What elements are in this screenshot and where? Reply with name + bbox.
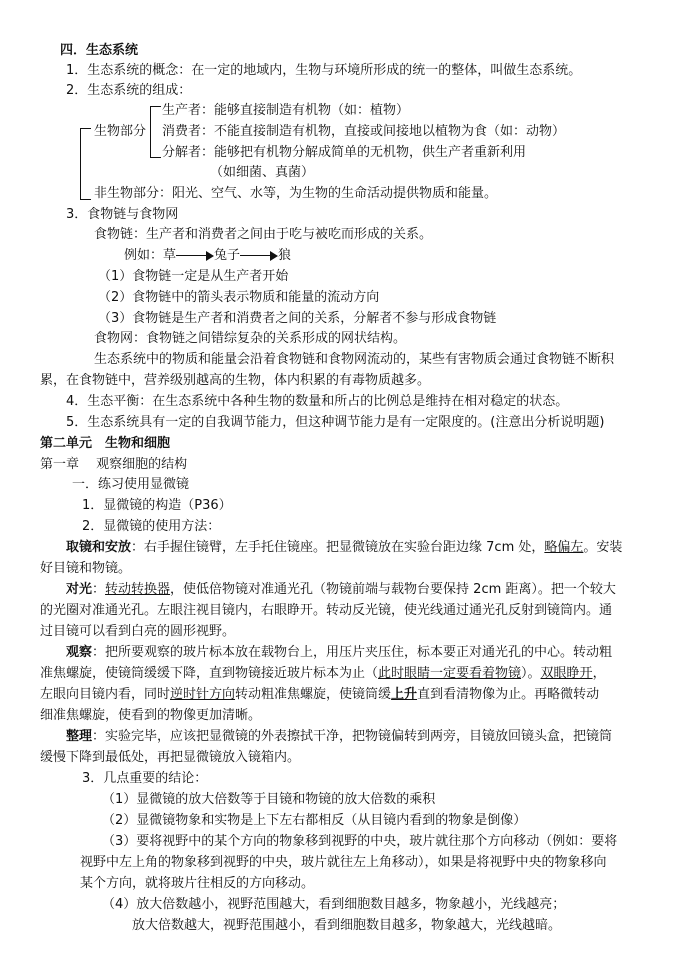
- list-item: 1．显微镜的构造（P36）: [82, 498, 232, 513]
- step-label: 对光: [66, 582, 93, 597]
- list-item: 3．几点重要的结论：: [82, 771, 208, 786]
- paragraph: 缓慢下降到最低处，再把显微镜放入镜箱内。: [40, 750, 301, 765]
- paragraph: 4．生态平衡：在生态系统中各种生物的数量和所占的比例总是维持在相对稳定的状态。: [66, 394, 569, 409]
- arrow-icon: [240, 251, 278, 261]
- section-heading: 一．练习使用显微镜: [72, 477, 190, 492]
- decomposer-example: （如细菌、真菌）: [210, 165, 315, 180]
- producer-line: 生产者：能够直接制造有机物（如：植物）: [162, 103, 410, 118]
- outer-brace: [80, 128, 91, 200]
- paragraph: [66, 541, 622, 554]
- list-item: （1）显微镜的放大倍数等于目镜和物镜的放大倍数的乘积: [102, 792, 436, 807]
- list-item: （1）食物链一定是从生产者开始: [98, 269, 289, 284]
- step-label: 观察: [66, 645, 93, 660]
- emphasis-text: 双眼睁开: [540, 666, 593, 681]
- paragraph: [40, 667, 606, 680]
- paragraph: [66, 583, 616, 596]
- emphasis-text: 此时眼睛一定要看着物镜: [378, 666, 522, 681]
- emphasis-text: 转动转换器: [105, 582, 171, 597]
- paragraph: 1．生态系统的概念：在一定的地域内，生物与环境所形成的统一的整体，叫做生态系统。: [66, 63, 582, 78]
- paragraph: 好目镜和物镜。: [40, 561, 132, 576]
- paragraph: 5．生态系统具有一定的自我调节能力，但这种调节能力是有一定限度的。(注意出分析说明题): [66, 415, 605, 430]
- list-item: （4）放大倍数越小，视野范围越大，看到细胞数目越多，物象越小，光线越亮；: [102, 897, 566, 912]
- bio-label: 生物部分: [94, 124, 147, 139]
- section-title: 四．生态系统: [60, 43, 139, 58]
- example-end: 狼: [278, 248, 292, 263]
- list-item: 放大倍数越大，视野范围越小，看到细胞数目越多，物象越大，光线越暗。: [132, 918, 562, 933]
- inner-brace: [150, 106, 161, 158]
- step-text: ：实验完毕，应该把显微镜的外表擦拭干净，把物镜偏转到两旁，目镜放回镜头盒，把镜筒: [92, 729, 613, 744]
- paragraph: 3．食物链与食物网: [66, 207, 179, 222]
- step-text: ：把所要观察的玻片标本放在载物台上，用压片夹压住，标本要正对通光孔的中心。转动粗: [92, 645, 613, 660]
- list-item: 某个方向，就将玻片往相反的方向移动。: [80, 876, 315, 891]
- step-text: 直到看清物像为止。再略微转动: [417, 687, 600, 702]
- example-mid: 兔子: [214, 248, 241, 263]
- step-text: 。安装: [583, 540, 623, 555]
- consumer-line: 消费者：不能直接制造有机物，直接或间接地以植物为食（如：动物）: [162, 124, 566, 139]
- list-item: 2．显微镜的使用方法：: [82, 519, 221, 534]
- step-text: ：右手握住镜臂，左手托住镜座。把显微镜放在实验台距边缘 7cm 处，: [131, 540, 545, 555]
- nonbio-line: 非生物部分：阳光、空气、水等，为生物的生命活动提供物质和能量。: [94, 186, 498, 201]
- step-text: ，: [592, 666, 606, 681]
- example-prefix: 例如：草: [124, 248, 177, 263]
- paragraph: 细准焦螺旋，使看到的物像更加清晰。: [40, 708, 262, 723]
- step-text: 左眼向目镜内看，同时: [40, 687, 171, 702]
- paragraph: 累，在食物链中，营养级别越高的生物，体内积累的有毒物质越多。: [40, 373, 431, 388]
- emphasis-text: 上升: [391, 687, 418, 702]
- emphasis-text: 略偏左: [544, 540, 584, 555]
- food-chain-example: [124, 249, 291, 262]
- paragraph: [40, 688, 599, 701]
- unit-title: 第二单元 生物和细胞: [40, 436, 171, 451]
- step-text: ）。: [521, 666, 541, 681]
- paragraph: [66, 730, 612, 743]
- chapter-title: 第一章 观察细胞的结构: [40, 457, 188, 472]
- paragraph: [66, 646, 612, 659]
- decomposer-line: 分解者：能够把有机物分解成简单的无机物，供生产者重新利用: [162, 145, 527, 160]
- paragraph: 2．生态系统的组成：: [66, 83, 192, 98]
- step-label: 整理: [66, 729, 93, 744]
- paragraph: 食物网：食物链之间错综复杂的关系形成的网状结构。: [94, 331, 407, 346]
- paragraph: 生态系统中的物质和能量会沿着食物链和食物网流动的，某些有害物质会通过食物链不断积: [94, 352, 615, 367]
- list-item: 视野中左上角的物象移到视野的中央，玻片就往左上角移动），如果是将视野中央的物象移向: [80, 855, 607, 870]
- list-item: （3）食物链是生产者和消费者之间的关系，分解者不参与形成食物链: [98, 311, 497, 326]
- paragraph: 的光圈对准通光孔。左眼注视目镜内，右眼睁开。转动反光镜，使光线通过通光孔反射到镜筒内。通: [40, 603, 613, 618]
- paragraph: 食物链：生产者和消费者之间由于吃与被吃而形成的关系。: [94, 227, 433, 242]
- paragraph: 过目镜可以看到白亮的圆形视野。: [40, 624, 236, 639]
- list-item: （2）食物链中的箭头表示物质和能量的流动方向: [98, 290, 380, 305]
- list-item: （3）要将视野中的某个方向的物象移到视野的中央，玻片就往那个方向移动（例如：要将: [102, 834, 618, 849]
- step-text: ：: [92, 582, 106, 597]
- emphasis-text: 逆时针方向: [170, 687, 236, 702]
- step-text: 准焦螺旋，使镜筒缓缓下降，直到物镜接近玻片标本为止（: [40, 666, 379, 681]
- step-text: 转动粗准焦螺旋，使镜筒缓: [235, 687, 392, 702]
- arrow-icon: [176, 251, 214, 261]
- step-text: ，使低倍物镜对准通光孔（物镜前端与载物台要保持 2cm 距离）。把一个较大: [170, 582, 616, 597]
- step-label: 取镜和安放: [66, 540, 132, 555]
- list-item: （2）显微镜物象和实物是上下左右都相反（从目镜内看到的物象是倒像）: [102, 813, 527, 828]
